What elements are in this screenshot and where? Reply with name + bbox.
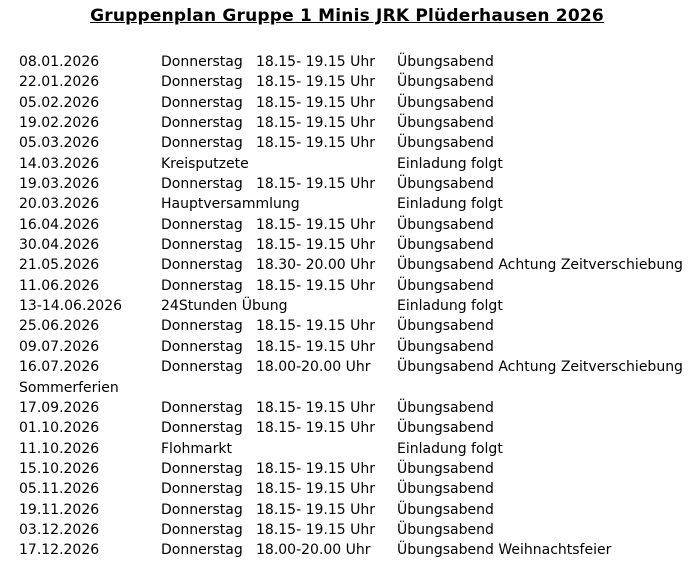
day-cell: Donnerstag xyxy=(161,338,243,355)
schedule-row xyxy=(19,296,689,316)
date-cell: 08.01.2026 xyxy=(19,54,100,70)
date-cell: 17.12.2026 xyxy=(19,542,100,559)
date-cell: 01.10.2026 xyxy=(19,420,100,437)
date-cell: 20.03.2026 xyxy=(19,196,100,213)
day-cell: Donnerstag xyxy=(161,521,243,538)
time-cell: 18.15- 19.15 Uhr xyxy=(256,318,375,335)
date-cell: 19.03.2026 xyxy=(19,176,100,193)
schedule-row xyxy=(19,500,689,520)
schedule-row xyxy=(19,378,689,398)
day-cell: Donnerstag xyxy=(161,420,243,437)
event-cell: Übungsabend xyxy=(397,94,494,111)
time-cell: 18.15- 19.15 Uhr xyxy=(256,501,375,518)
page-title: Gruppenplan Gruppe 1 Minis JRK Plüderhausen 2026 xyxy=(90,6,604,26)
event-cell: Übungsabend xyxy=(397,460,494,477)
schedule-row xyxy=(19,337,689,357)
time-cell: 18.15- 19.15 Uhr xyxy=(256,338,375,355)
day-cell: Hauptversammlung xyxy=(161,196,300,213)
event-cell: Übungsabend xyxy=(397,318,494,335)
date-cell: 19.02.2026 xyxy=(19,115,100,132)
date-cell: 16.07.2026 xyxy=(19,359,100,376)
date-cell: 15.10.2026 xyxy=(19,460,100,477)
event-cell: Einladung folgt xyxy=(397,440,503,457)
date-cell: 11.10.2026 xyxy=(19,440,100,457)
time-cell: 18.15- 19.15 Uhr xyxy=(256,135,375,152)
day-cell: 24Stunden Übung xyxy=(161,298,288,315)
schedule-row xyxy=(19,93,689,113)
day-cell: Donnerstag xyxy=(161,481,243,498)
event-cell: Übungsabend xyxy=(397,176,494,193)
time-cell: 18.30- 20.00 Uhr xyxy=(256,257,375,274)
event-cell: Übungsabend xyxy=(397,521,494,538)
time-cell: 18.15- 19.15 Uhr xyxy=(256,176,375,193)
schedule-row xyxy=(19,398,689,418)
date-cell: 05.02.2026 xyxy=(19,94,100,111)
event-cell: Übungsabend xyxy=(397,135,494,152)
date-cell: 03.12.2026 xyxy=(19,521,100,538)
event-cell: Übungsabend xyxy=(397,399,494,416)
schedule-row xyxy=(19,72,689,92)
time-cell: 18.15- 19.15 Uhr xyxy=(256,481,375,498)
event-cell: Einladung folgt xyxy=(397,196,503,213)
time-cell: 18.15- 19.15 Uhr xyxy=(256,94,375,111)
day-cell: Donnerstag xyxy=(161,115,243,132)
time-cell: 18.15- 19.15 Uhr xyxy=(256,277,375,294)
day-cell: Donnerstag xyxy=(161,216,243,233)
schedule-row xyxy=(19,174,689,194)
schedule-row xyxy=(19,418,689,438)
day-cell: Flohmarkt xyxy=(161,440,232,457)
schedule-row xyxy=(19,255,689,275)
date-cell: 21.05.2026 xyxy=(19,257,100,274)
day-cell: Donnerstag xyxy=(161,277,243,294)
event-cell: Einladung folgt xyxy=(397,298,503,315)
day-cell: Donnerstag xyxy=(161,359,243,376)
day-cell: Donnerstag xyxy=(161,135,243,152)
event-cell: Übungsabend xyxy=(397,420,494,437)
time-cell: 18.15- 19.15 Uhr xyxy=(256,54,375,70)
schedule-list xyxy=(19,52,689,561)
schedule-row xyxy=(19,194,689,214)
day-cell: Kreisputzete xyxy=(161,155,249,172)
date-cell: 14.03.2026 xyxy=(19,155,100,172)
event-cell: Übungsabend Achtung Zeitverschiebung xyxy=(397,257,683,274)
time-cell: 18.15- 19.15 Uhr xyxy=(256,216,375,233)
event-cell: Übungsabend Weihnachtsfeier xyxy=(397,542,612,559)
time-cell: 18.15- 19.15 Uhr xyxy=(256,74,375,91)
event-cell: Übungsabend xyxy=(397,74,494,91)
date-cell: 19.11.2026 xyxy=(19,501,100,518)
time-cell: 18.15- 19.15 Uhr xyxy=(256,237,375,254)
day-cell: Donnerstag xyxy=(161,94,243,111)
date-cell: 11.06.2026 xyxy=(19,277,100,294)
schedule-row xyxy=(19,357,689,377)
schedule-row xyxy=(19,235,689,255)
date-cell: Sommerferien xyxy=(19,379,119,396)
time-cell: 18.00-20.00 Uhr xyxy=(256,359,371,376)
event-cell: Übungsabend xyxy=(397,501,494,518)
schedule-row xyxy=(19,113,689,133)
time-cell: 18.15- 19.15 Uhr xyxy=(256,115,375,132)
schedule-row xyxy=(19,215,689,235)
event-cell: Übungsabend xyxy=(397,54,494,70)
day-cell: Donnerstag xyxy=(161,257,243,274)
event-cell: Übungsabend xyxy=(397,277,494,294)
day-cell: Donnerstag xyxy=(161,542,243,559)
day-cell: Donnerstag xyxy=(161,318,243,335)
time-cell: 18.00-20.00 Uhr xyxy=(256,542,371,559)
time-cell: 18.15- 19.15 Uhr xyxy=(256,399,375,416)
schedule-row xyxy=(19,276,689,296)
date-cell: 13-14.06.2026 xyxy=(19,298,123,315)
day-cell: Donnerstag xyxy=(161,176,243,193)
schedule-row xyxy=(19,52,689,72)
event-cell: Übungsabend xyxy=(397,481,494,498)
schedule-row xyxy=(19,316,689,336)
date-cell: 22.01.2026 xyxy=(19,74,100,91)
event-cell: Übungsabend xyxy=(397,338,494,355)
schedule-row xyxy=(19,540,689,560)
event-cell: Übungsabend xyxy=(397,216,494,233)
date-cell: 16.04.2026 xyxy=(19,216,100,233)
event-cell: Übungsabend Achtung Zeitverschiebung xyxy=(397,359,683,376)
schedule-row xyxy=(19,154,689,174)
schedule-row xyxy=(19,479,689,499)
event-cell: Übungsabend xyxy=(397,115,494,132)
date-cell: 09.07.2026 xyxy=(19,338,100,355)
day-cell: Donnerstag xyxy=(161,237,243,254)
day-cell: Donnerstag xyxy=(161,399,243,416)
day-cell: Donnerstag xyxy=(161,460,243,477)
event-cell: Übungsabend xyxy=(397,237,494,254)
schedule-row xyxy=(19,133,689,153)
time-cell: 18.15- 19.15 Uhr xyxy=(256,420,375,437)
event-cell: Einladung folgt xyxy=(397,155,503,172)
date-cell: 25.06.2026 xyxy=(19,318,100,335)
schedule-row xyxy=(19,520,689,540)
date-cell: 30.04.2026 xyxy=(19,237,100,254)
time-cell: 18.15- 19.15 Uhr xyxy=(256,521,375,538)
day-cell: Donnerstag xyxy=(161,74,243,91)
day-cell: Donnerstag xyxy=(161,54,243,70)
day-cell: Donnerstag xyxy=(161,501,243,518)
schedule-row xyxy=(19,439,689,459)
time-cell: 18.15- 19.15 Uhr xyxy=(256,460,375,477)
date-cell: 05.11.2026 xyxy=(19,481,100,498)
schedule-row xyxy=(19,459,689,479)
date-cell: 17.09.2026 xyxy=(19,399,100,416)
date-cell: 05.03.2026 xyxy=(19,135,100,152)
